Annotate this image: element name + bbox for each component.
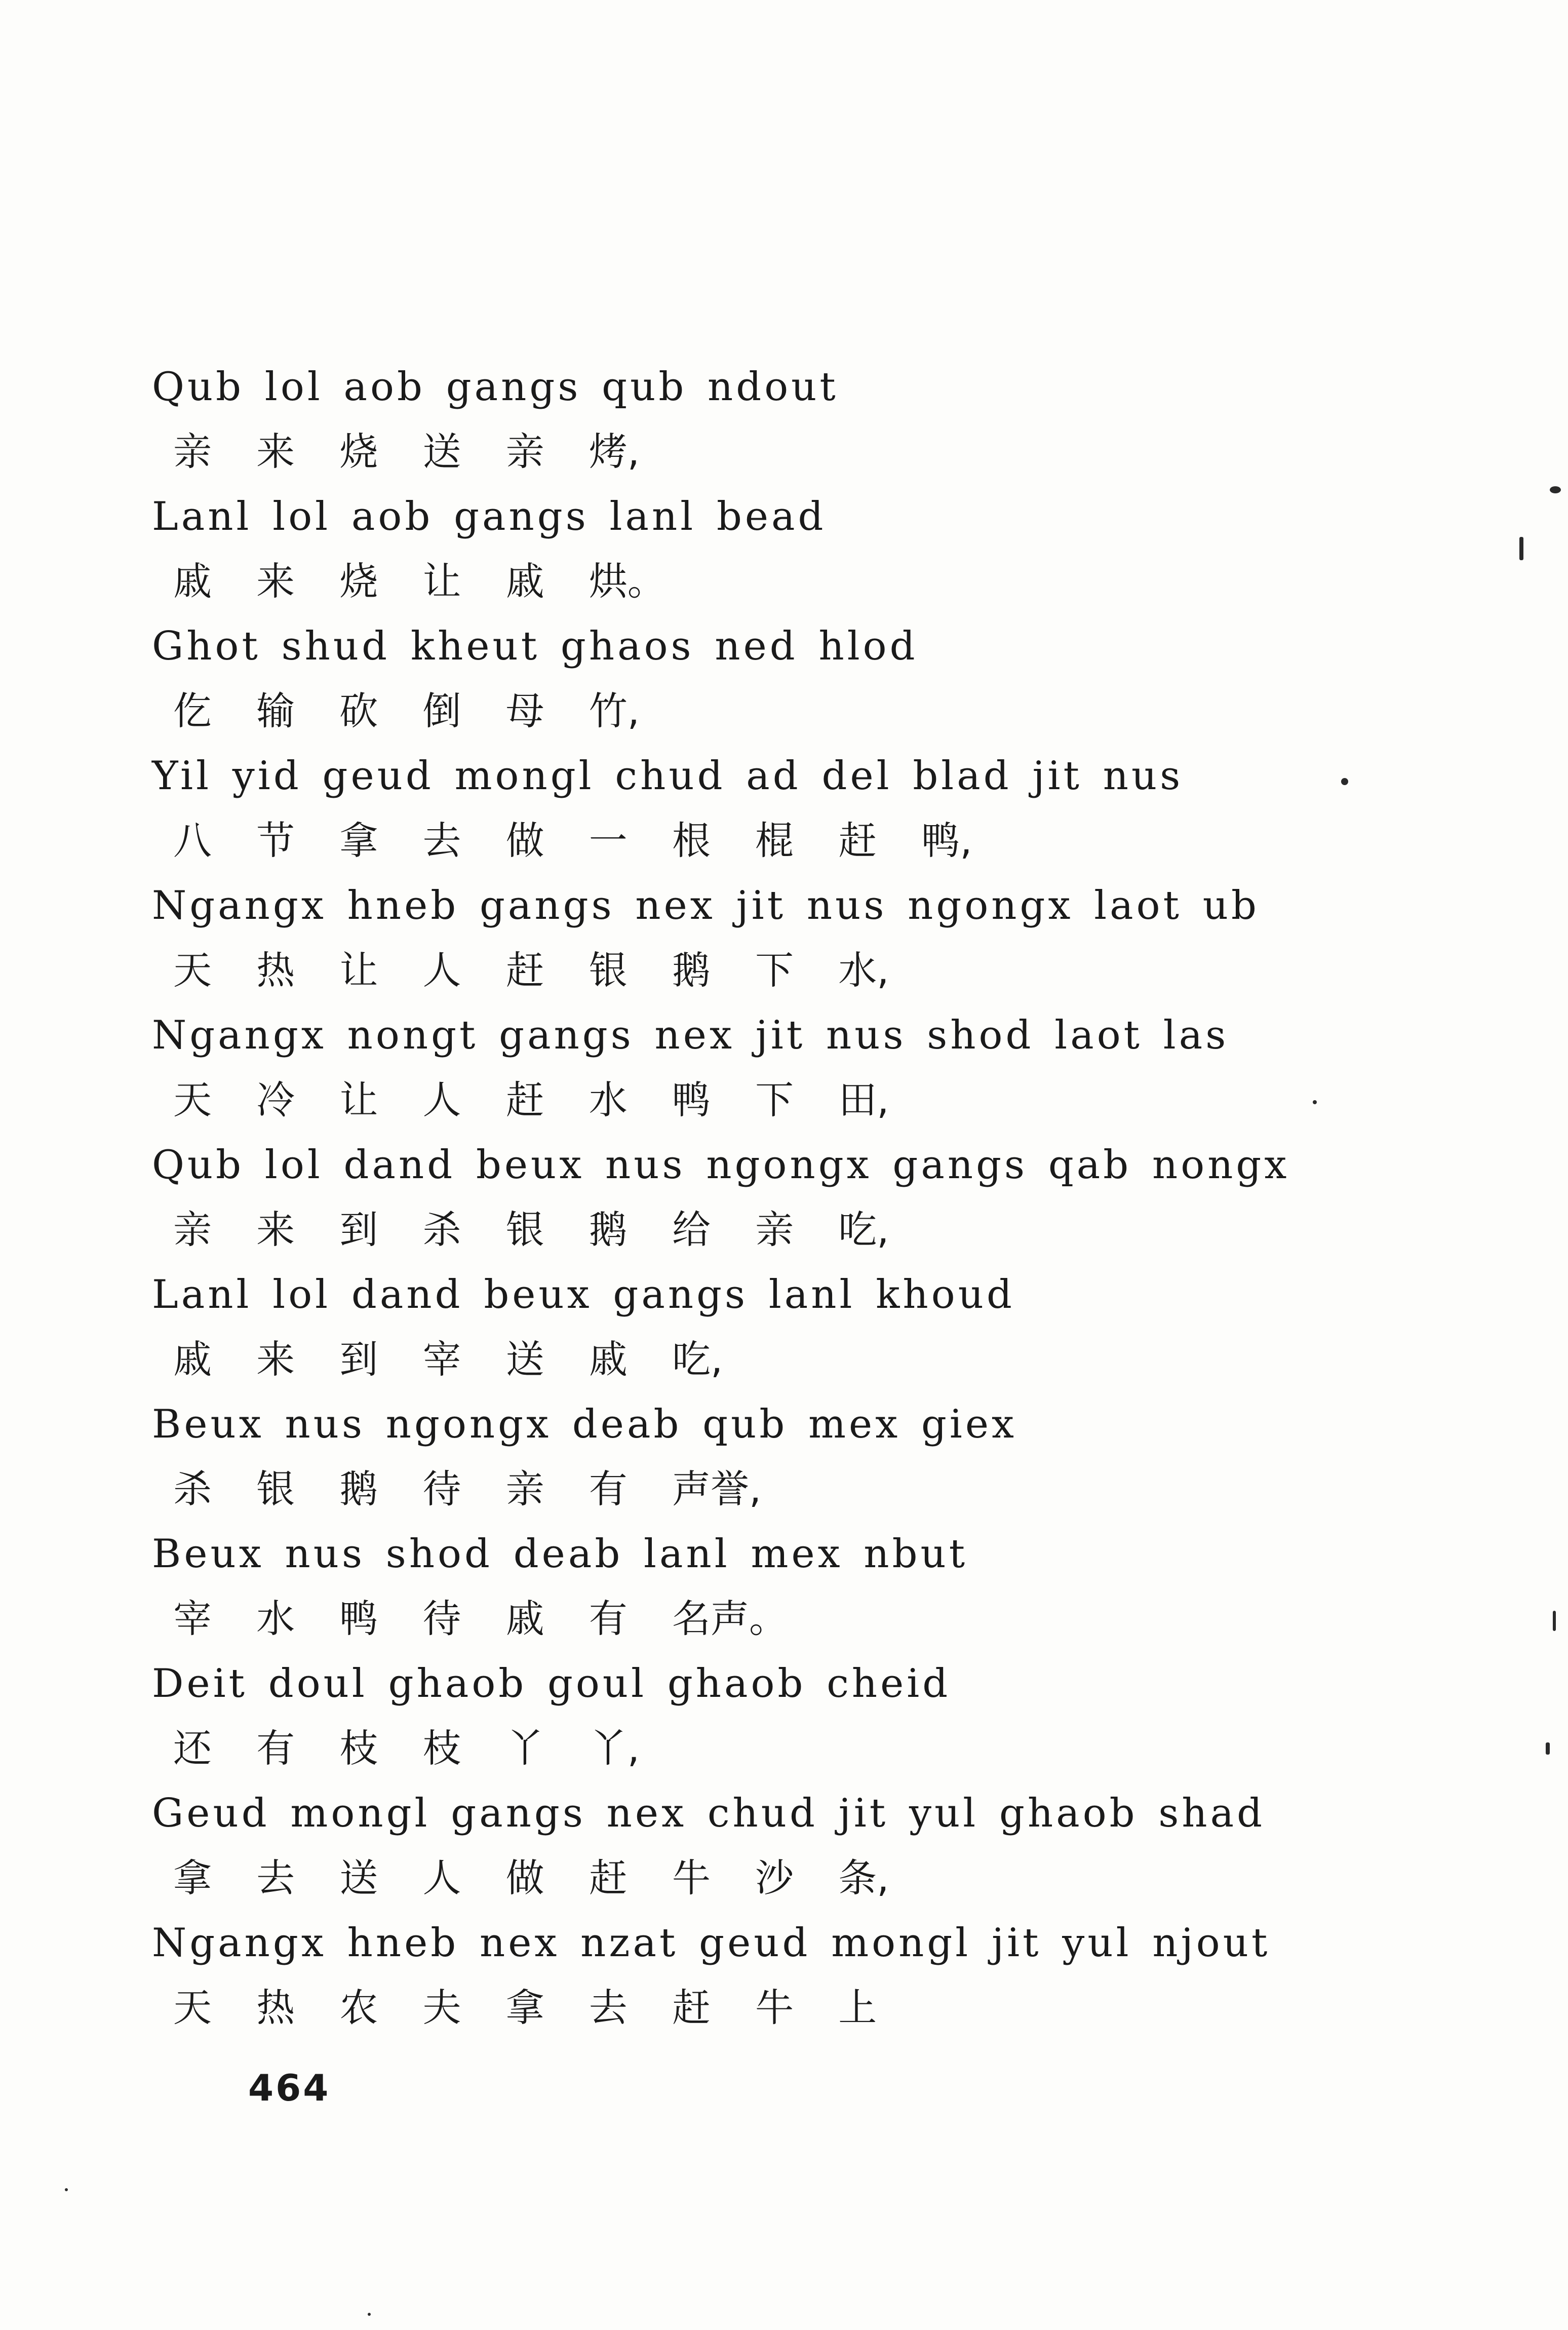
chinese-gloss-line: 戚 来 烧 让 戚 烘。 <box>173 559 666 604</box>
scan-speck <box>1341 778 1348 785</box>
romanized-line: Beux nus shod deab lanl mex nbut <box>152 1531 968 1577</box>
romanized-line: Qub lol aob gangs qub ndout <box>152 364 839 410</box>
romanized-line: Lanl lol dand beux gangs lanl khoud <box>152 1272 1015 1317</box>
chinese-gloss-line: 仡 输 砍 倒 母 竹, <box>173 688 640 733</box>
verse-block <box>152 355 1290 2040</box>
chinese-gloss-line: 天 热 让 人 赶 银 鹅 下 水, <box>173 948 889 993</box>
scan-speck <box>1313 1100 1317 1104</box>
chinese-gloss-line: 还 有 枝 枝 丫 丫, <box>173 1726 640 1771</box>
chinese-gloss-line: 亲 来 烧 送 亲 烤, <box>173 429 640 474</box>
chinese-gloss-line: 亲 来 到 杀 银 鹅 给 亲 吃, <box>173 1207 889 1252</box>
romanized-line: Yil yid geud mongl chud ad del blad jit nus <box>152 753 1184 799</box>
chinese-gloss-line: 戚 来 到 宰 送 戚 吃, <box>173 1337 723 1382</box>
romanized-line: Ngangx hneb gangs nex jit nus ngongx laot ub <box>152 883 1260 928</box>
romanized-line: Geud mongl gangs nex chud jit yul ghaob shad <box>152 1791 1266 1836</box>
chinese-gloss-line: 八 节 拿 去 做 一 根 棍 赶 鸭, <box>173 818 972 863</box>
scan-speck <box>1519 537 1523 560</box>
chinese-gloss-line: 杀 银 鹅 待 亲 有 声誉, <box>173 1466 762 1511</box>
scan-speck <box>65 2188 68 2191</box>
romanized-line: Qub lol dand beux nus ngongx gangs qab nongx <box>152 1142 1290 1188</box>
romanized-line: Lanl lol aob gangs lanl bead <box>152 494 827 539</box>
scan-speck <box>1553 1611 1556 1631</box>
chinese-gloss-line: 天 冷 让 人 赶 水 鸭 下 田, <box>173 1077 889 1122</box>
chinese-gloss-line: 天 热 农 夫 拿 去 赶 牛 上 <box>173 1985 877 2030</box>
scan-speck <box>1546 1742 1550 1755</box>
romanized-line: Ngangx hneb nex nzat geud mongl jit yul njout <box>152 1920 1271 1966</box>
scan-speck <box>1550 486 1561 493</box>
romanized-line: Ngangx nongt gangs nex jit nus shod laot las <box>152 1013 1229 1058</box>
scan-speck <box>368 2313 371 2316</box>
chinese-gloss-line: 拿 去 送 人 做 赶 牛 沙 条, <box>173 1855 889 1900</box>
romanized-line: Ghot shud kheut ghaos ned hlod <box>152 624 918 669</box>
romanized-line: Beux nus ngongx deab qub mex giex <box>152 1402 1017 1447</box>
romanized-line: Deit doul ghaob goul ghaob cheid <box>152 1661 951 1706</box>
chinese-gloss-line: 宰 水 鸭 待 戚 有 名声。 <box>173 1596 788 1641</box>
page-number: 464 <box>248 2067 331 2109</box>
